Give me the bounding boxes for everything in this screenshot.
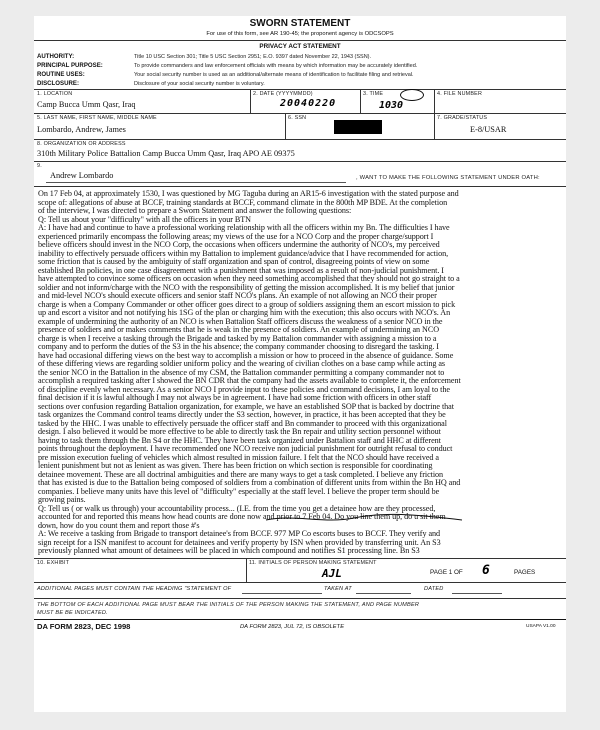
statement-line: Q: Tell us ( or walk us through) your accountability process... (I.E. from the time you get a detainee how are they processed, <box>38 503 436 513</box>
statement-line: have had occasional differing views on the best way to accomplish a mission or how to proceed in the absence of guidance. Some <box>38 350 454 360</box>
declarant-name[interactable]: Andrew Lombardo <box>50 171 114 180</box>
statement-line: of the interview, I was directed to prepare a Sworn Statement and answer the following questions: <box>38 206 352 215</box>
statement-line: believe officers should invest in the NCO Corp, the occasions when officers undermine the authority of NCO's, my perceived <box>38 240 440 249</box>
time-label: 3. TIME <box>363 91 384 97</box>
pages-label: PAGES <box>514 569 536 576</box>
form-subtitle: For use of this form, see AR 190-45; the proponent agency is ODCSOPS <box>206 31 394 37</box>
statement-line: of discipline evenly when necessary. As a senior NCO I provide input to these policies and command decisions, I am loyal to the <box>38 384 450 394</box>
statement-line: company and to perform the duties of the S3 in the his absence; the company commander choosing to disregard the tasking. I <box>38 342 439 351</box>
bottom-note: THE BOTTOM OF EACH ADDITIONAL PAGE MUST BEAR THE INITIALS OF THE PERSON MAKING THE STATEMENT, AND PAGE NUMBER <box>37 602 420 608</box>
routine-uses-value: Your social security number is used as an additional/alternate means of identification to facilitate filing and retrieval. <box>134 71 414 78</box>
initials-label: 11. INITIALS OF PERSON MAKING STATEMENT <box>249 560 377 566</box>
statement-line: On 17 Feb 04, at approximately 1530, I was questioned by MG Taguba during an AR15-6 investigation with the stated purpose and <box>38 189 459 198</box>
location-label: 1. LOCATION <box>37 91 73 97</box>
name-label: 5. LAST NAME, FIRST NAME, MIDDLE NAME <box>37 115 157 121</box>
form-title: SWORN STATEMENT <box>249 18 351 29</box>
ssn-redaction <box>334 120 382 134</box>
statement-line: A: I have had and continue to have a professional working relationship with all the officers within my Bn. The difficulties I have <box>38 223 450 232</box>
item-9-label: 9. <box>37 163 42 169</box>
dated-blank <box>452 593 502 594</box>
principal-purpose-value: To provide commanders and law enforcement officials with means by which information may be accurately identified. <box>134 62 418 69</box>
file-number-label: 4. FILE NUMBER <box>437 91 483 97</box>
statement-line: charge is when a Company Commander or other officer goes direct to a group of soldiers assigning them an escort mission to pick <box>38 299 456 309</box>
taken-at-blank <box>356 593 411 594</box>
statement-line: and mid-level NCO's should execute officers and senior staff NCO's plans. An example of not allowing an NCO their proper <box>38 291 437 300</box>
statement-line: up and escort a visitor and not notifying his 1SG of the plan or charging him with the execution; this also occurs with NCO's. An <box>38 308 451 317</box>
statement-line: pre mission execution fueling of vehicles which almost resulted in mission failure. I felt that the NCO should have received a <box>38 452 439 462</box>
statement-line: sections over confusion regarding Battalion organization, for example, we have an established SOP that is backed by doctrine that <box>38 401 454 411</box>
time-initials-circle <box>400 89 424 101</box>
heading-note-blank <box>242 593 322 594</box>
statement-line: example of undermining the authority of an NCO is when Battalion Staff officers discuss the weakness of a senior NCO in the <box>38 316 443 326</box>
statement-line: down, how do you count them and report those #'s <box>38 520 200 530</box>
statement-line: tasked by the HHC. I was unable to effectively persuade the officer staff and Bn commander to proceed with this organizational <box>38 418 447 428</box>
name-field[interactable]: Lombardo, Andrew, James <box>37 125 126 134</box>
statement-line: scope of: allegations of abuse at BCCF, training standards at BCCF, command climate in the 800th MP BDE. At the completion <box>38 197 448 207</box>
statement-line: lenient punishment but not as lenient as was given. There has been friction on which section is responsible for coordinating <box>38 461 433 470</box>
location-field[interactable]: Camp Bucca Umm Qasr, Iraq <box>37 100 136 109</box>
statement-line: the senior NCO in the Battalion in the absence of my CSM, the Battalion commander permitting a company commander not to <box>38 367 445 377</box>
statement-line: have attempted to convince some officers on occasion when they need something accomplished that they should not go straight to a <box>38 274 460 283</box>
page-label: PAGE 1 OF <box>430 569 463 576</box>
handwritten-squiggle <box>264 512 464 524</box>
statement-line: companies. I believe many units have this level of "difficulty" especially at the staff level. I believe the proper term should be <box>38 486 440 496</box>
date-label: 2. DATE (YYYYMMDD) <box>253 91 313 97</box>
obsolete-note: DA FORM 2823, JUL 72, IS OBSOLETE <box>240 624 345 630</box>
statement-line: task organizes the Command control teams directly under the S3 section, however, in practice, it has been accepted that they be <box>38 410 446 419</box>
taken-at-note: TAKEN AT <box>324 586 352 592</box>
statement-line: some friction that is caused by the ambiguity of staff organization and span of control, disagreeing points of view on some <box>38 257 430 266</box>
statement-line: points throughout the deployment. I have recommended one NCO receive non judicial punishment for outright refusal to conduct <box>38 444 453 453</box>
grade-status-field[interactable]: E-8/USAR <box>470 125 507 134</box>
organization-field[interactable]: 310th Military Police Battalion Camp Bucca Umm Qasr, Iraq APO AE 09375 <box>37 149 295 158</box>
statement-line: experienced primarily encompass the following areas; my views of the use for a NCO Corp and the proper charge/support I <box>38 231 434 241</box>
statement-line: having to task them through the Bn S4 or the HHC. They have been task organized under Battalion staff and HHC at different <box>38 435 441 445</box>
time-field[interactable]: 1030 <box>379 100 404 111</box>
ssn-label: 6. SSN <box>288 115 307 121</box>
authority-value: Title 10 USC Section 301; Title 5 USC Section 2951; E.O. 9397 dated November 22, 1943 (SSN). <box>134 53 372 60</box>
sworn-statement-form <box>34 16 566 712</box>
routine-uses-key: ROUTINE USES: <box>37 71 85 78</box>
statement-line: final decision if it is lawful although I may not always be in agreement. I have had some friction with officers in other staff <box>38 393 432 402</box>
statement-line: soldier and not inform/charge with the NCO with the responsibility of getting the mission accomplished. It is my belief that junior <box>38 282 455 292</box>
disclosure-value: Disclosure of your social security number is voluntary. <box>134 80 265 87</box>
page-count[interactable]: 6 <box>482 563 490 578</box>
statement-line: of these differing views are regarding soldier uniform policy and the wearing of civilian clothes on a base camp while acting as <box>38 359 446 368</box>
statement-line: accomplish a required tasking after I showed the BN CDR that the company had the assets available to complete it, the enforcement <box>38 376 461 385</box>
statement-line: inability to effectively persuade officers within my Battalion to implement guidance/advice that I have recommended for action, <box>38 248 449 258</box>
statement-line: A: We receive a tasking from Brigade to transport detainee's from BCCF. 977 MP Co escorts buses to BCCF. They verify and <box>38 529 441 538</box>
principal-purpose-key: PRINCIPAL PURPOSE: <box>37 62 103 69</box>
statement-line: Q: Tell us about your "difficulty" with all the officers in your BTN <box>38 214 251 224</box>
statement-line: previously planned what amount of detainees will be placed in which compound and notifies S1 processing line. Bn S3 <box>38 546 420 555</box>
statement-line: presence of soldiers and or makes comments that he is weak in the presence of soldiers. An example of undermining an NCO <box>38 325 440 334</box>
statement-line: growing pains. <box>38 495 86 504</box>
bottom-note-2: MUST BE BE INDICATED. <box>37 610 108 616</box>
authority-key: AUTHORITY: <box>37 53 75 60</box>
statement-line: charge is when I receive a tasking through the Brigade and tasked by my Battalion commander with assigning a mission to a <box>38 333 437 343</box>
statement-line: accounted for and reported this means how head counts are done now and prior to 7 Feb 04. Do you line them up, do u sit them <box>38 512 446 521</box>
dated-note: DATED <box>424 586 444 592</box>
date-field[interactable]: 20040220 <box>280 98 337 109</box>
oath-text: , WANT TO MAKE THE FOLLOWING STATEMENT UNDER OATH: <box>356 175 540 181</box>
statement-line: sign receipt for a ISN manifest to account for detainees and verify property by ISN when provided by transferring unit. An S3 <box>38 537 441 547</box>
disclosure-key: DISCLOSURE: <box>37 80 79 87</box>
statement-line: established Bn policies, in one case disagreement with a punishment that was imposed as a result of non-judicial punishment. I <box>38 265 444 275</box>
grade-status-label: 7. GRADE/STATUS <box>437 115 488 121</box>
privacy-act-heading: PRIVACY ACT STATEMENT <box>259 43 341 50</box>
initials-field[interactable]: AJL <box>322 567 342 580</box>
heading-note: ADDITIONAL PAGES MUST CONTAIN THE HEADING "STATEMENT OF <box>37 586 232 592</box>
declarant-underline <box>46 182 346 183</box>
statement-line: detainee movement. These are all doctrinal ambiguities and there are many ways to get a task completed. I believe any friction <box>38 469 444 479</box>
statement-line: that has existed is due to the Battalion being composed of soldiers from a combination of different units from within the Bn HQ and <box>38 478 461 487</box>
exhibit-label: 10. EXHIBIT <box>37 560 70 566</box>
organization-label: 8. ORGANIZATION OR ADDRESS <box>37 141 126 147</box>
form-id: DA FORM 2823, DEC 1998 <box>37 622 131 631</box>
divider <box>34 40 566 41</box>
statement-line: design. I also believed it would be more effective to be able to directly task the Bn repair and utility section personnel without <box>38 427 441 436</box>
form-version: USAPA V1.00 <box>526 624 556 629</box>
